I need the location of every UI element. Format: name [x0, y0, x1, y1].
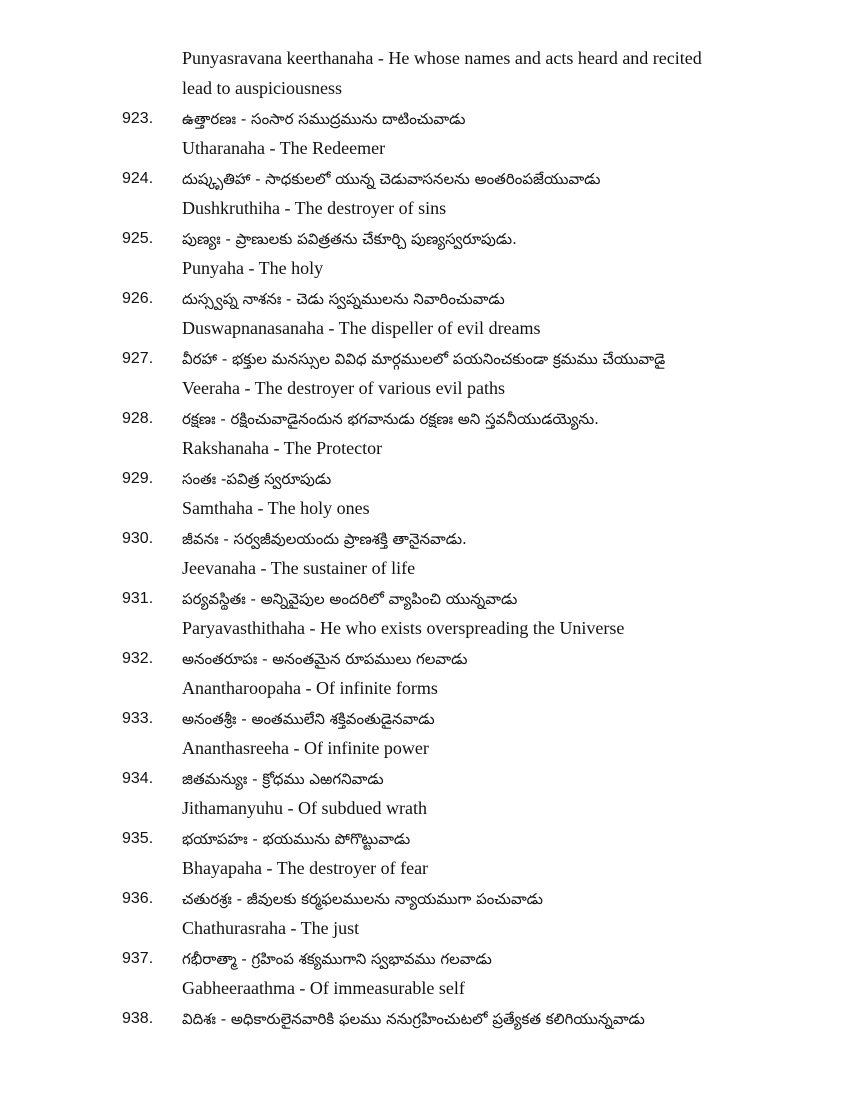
entry-english: Rakshanaha - The Protector [182, 438, 383, 458]
entry-number: 925. [122, 230, 154, 247]
entry-english: Dushkruthiha - The destroyer of sins [182, 198, 447, 218]
entry-telugu: దుస్స్వప్న నాశనః - చెడు స్వప్నములను నివారించువాడు [182, 290, 505, 308]
entry-english: Anantharoopaha - Of infinite forms [182, 678, 438, 698]
entry-telugu: దుష్కృతిహా - సాధకులలో యున్న చెడువాసనలను అంతరింపజేయువాడు [182, 170, 601, 188]
entry-number: 933. [122, 710, 154, 727]
entry-english: Gabheeraathma - Of immeasurable self [182, 978, 465, 998]
entry-telugu: విదిశః - అధికారులైనవారికి ఫలము ననుగ్రహించుటలో ప్రత్యేకత కలిగియున్నవాడు [182, 1010, 645, 1028]
entry-telugu: భయాపహః - భయమును పోగొట్టువాడు [182, 830, 411, 848]
entry-english: Jeevanaha - The sustainer of life [182, 558, 416, 578]
entry-english: Bhayapaha - The destroyer of fear [182, 858, 429, 878]
entry-english: Samthaha - The holy ones [182, 498, 370, 518]
entry-number: 924. [122, 170, 154, 187]
entry-telugu: పుణ్యః - ప్రాణులకు పవిత్రతను చేకూర్చి పుణ్యస్వరూపుడు. [182, 230, 517, 248]
entry-number: 923. [122, 110, 154, 127]
entry-telugu: వీరహా - భక్తుల మనస్సుల వివిధ మార్గములలో పయనించకుండా క్రమము చేయువాడై [182, 350, 666, 368]
entry-number: 929. [122, 470, 154, 487]
entry-english: Duswapnanasanaha - The dispeller of evil dreams [182, 318, 541, 338]
entry-telugu: అనంతశ్రీః - అంతములేని శక్తివంతుడైనవాడు [182, 710, 435, 728]
entry-telugu: అనంతరూపః - అనంతమైన రూపములు గలవాడు [182, 650, 468, 668]
entry-telugu: పర్యవస్థితః - అన్నివైపుల అందరిలో వ్యాపించి యున్నవాడు [182, 590, 518, 608]
entry-english: Veeraha - The destroyer of various evil paths [182, 378, 506, 398]
entry-telugu: జీవనః - సర్వజీవులయందు ప్రాణశక్తి తానైనవాడు. [182, 530, 467, 548]
entry-english: Paryavasthithaha - He who exists overspreading the Universe [182, 618, 625, 638]
entry-telugu: జితమన్యుః - క్రోధము ఎఱగనివాడు [182, 770, 384, 788]
entry-english: Utharanaha - The Redeemer [182, 138, 386, 158]
entry-english: Punyaha - The holy [182, 258, 324, 278]
entry-number: 927. [122, 350, 154, 367]
entry-number: 931. [122, 590, 154, 607]
entry-number: 932. [122, 650, 154, 667]
entry-telugu: చతురశ్రః - జీవులకు కర్మఫలములను న్యాయముగా పంచువాడు [182, 890, 543, 908]
entry-telugu: సంతః -పవిత్ర స్వరూపుడు [182, 470, 332, 488]
entry-english: Jithamanyuhu - Of subdued wrath [182, 798, 427, 818]
entry-telugu: గభీరాత్మా - గ్రహింప శక్యముగాని స్వభావము గలవాడు [182, 950, 492, 968]
entry-number: 930. [122, 530, 154, 547]
entry-number: 935. [122, 830, 154, 847]
entry-number: 938. [122, 1010, 154, 1027]
entry-number: 936. [122, 890, 154, 907]
entry-telugu: ఉత్తారణః - సంసార సముద్రమును దాటించువాడు [182, 110, 466, 128]
entry-english: Chathurasraha - The just [182, 918, 360, 938]
entry-number: 937. [122, 950, 154, 967]
entry-number: 934. [122, 770, 154, 787]
entry-telugu: రక్షణః - రక్షించువాడైనందున భగవానుడు రక్షణః అని స్తవనీయుడయ్యెను. [182, 410, 599, 428]
intro-line-2: lead to auspiciousness [182, 78, 342, 98]
entry-number: 928. [122, 410, 154, 427]
entry-number: 926. [122, 290, 154, 307]
intro-line-1: Punyasravana keerthanaha - He whose names and acts heard and recited [182, 48, 702, 68]
entry-english: Ananthasreeha - Of infinite power [182, 738, 429, 758]
